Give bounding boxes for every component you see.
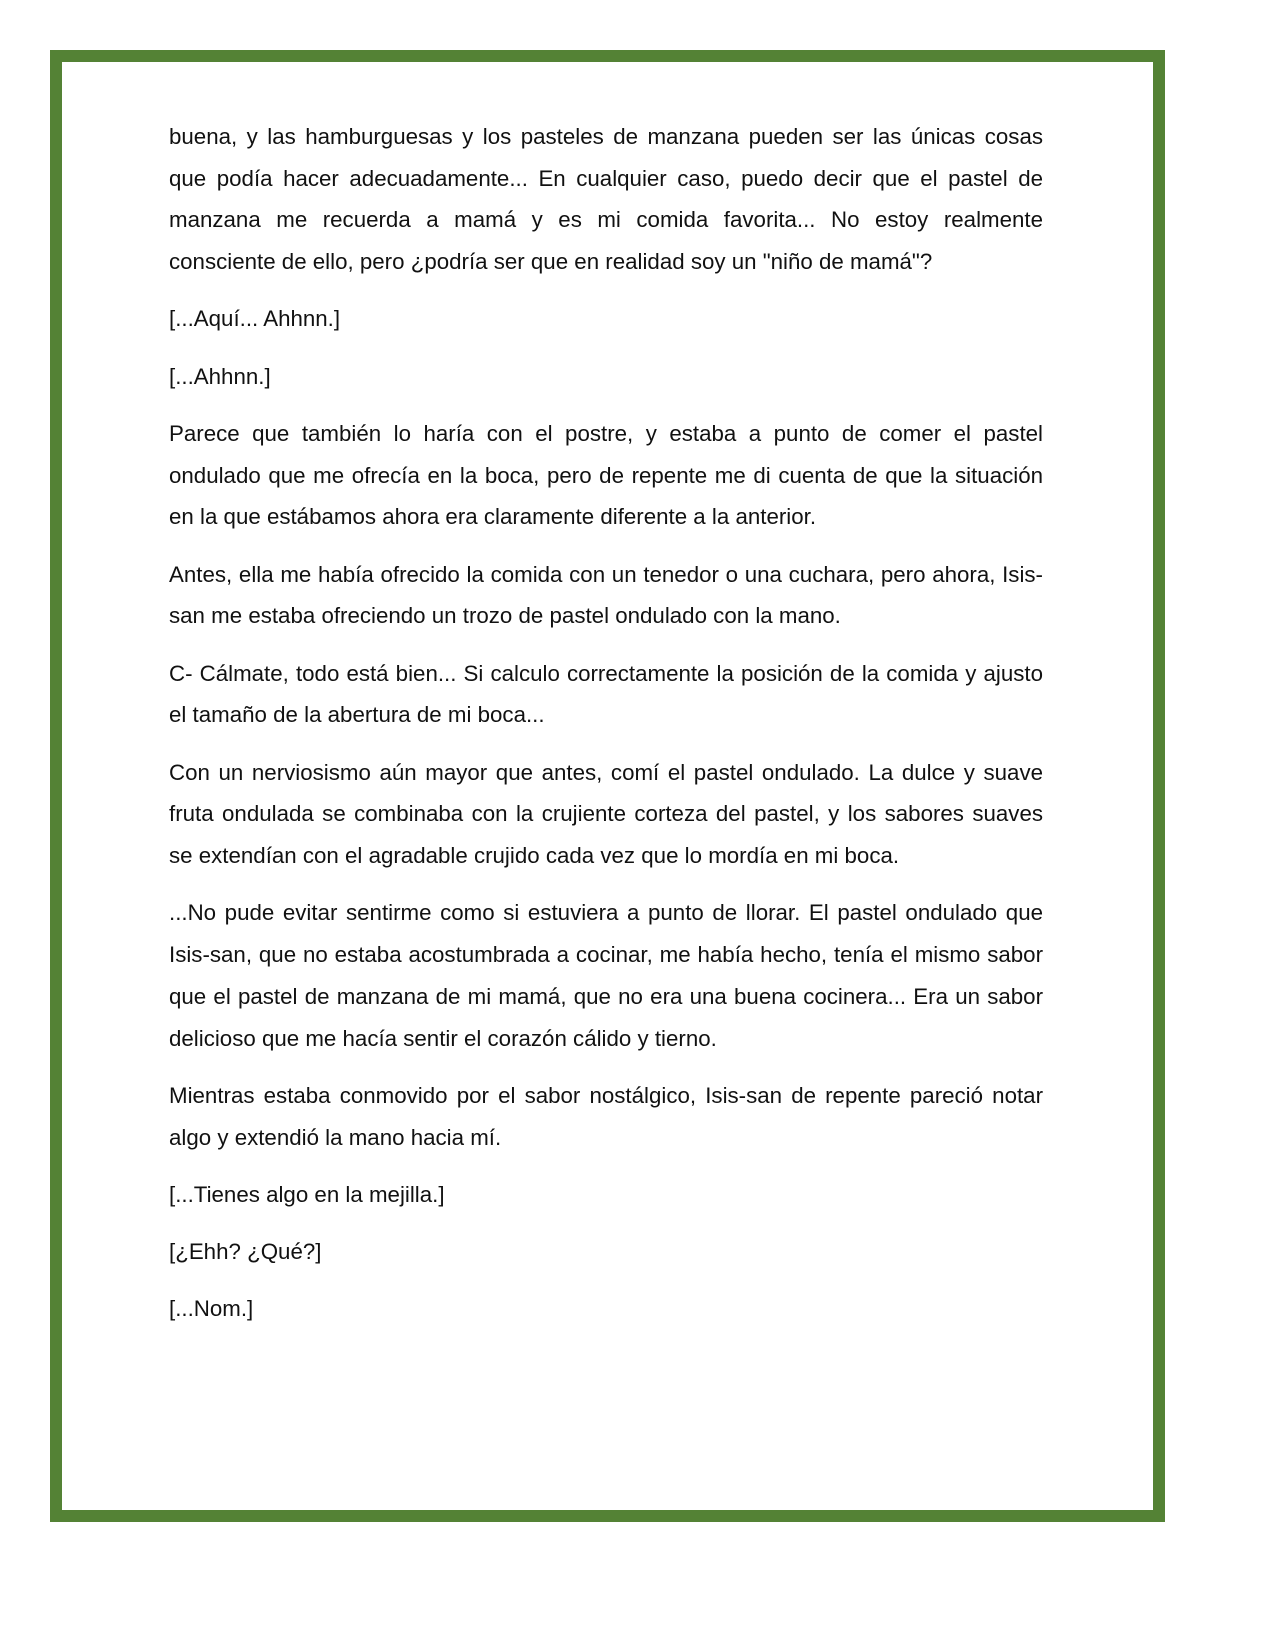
paragraph: [...Nom.]	[169, 1296, 254, 1322]
document-body	[169, 116, 1043, 1346]
paragraph: Antes, ella me había ofrecido la comida con un tenedor o una cuchara, pero ahora, Isis-san me estaba ofreciendo un trozo de pastel ondulado con la mano.	[169, 561, 1043, 629]
paragraph: C- Cálmate, todo está bien... Si calculo correctamente la posición de la comida y ajusto el tamaño de la abertura de mi boca...	[169, 660, 1043, 728]
paragraph: Con un nerviosismo aún mayor que antes, comí el pastel ondulado. La dulce y suave fruta ondulada se combinaba con la crujiente corteza del pastel, y los sabores suaves se extendían con el agradable crujido cada vez que lo mordía en mi boca.	[169, 759, 1043, 869]
paragraph: ...No pude evitar sentirme como si estuviera a punto de llorar. El pastel ondulado que Isis-san, que no estaba acostumbrada a cocinar, me había hecho, tenía el mismo sabor que el pastel de manzana de mi mamá, que no era una buena cocinera... Era un sabor delicioso que me hacía sentir el corazón cálido y tierno.	[169, 900, 1043, 1051]
paragraph: [...Aquí... Ahhnn.]	[169, 306, 341, 332]
paragraph: Mientras estaba conmovido por el sabor nostálgico, Isis-san de repente pareció notar algo y extendió la mano hacia mí.	[169, 1082, 1043, 1150]
paragraph: Parece que también lo haría con el postre, y estaba a punto de comer el pastel ondulado que me ofrecía en la boca, pero de repente me di cuenta de que la situación en la que estábamos ahora era claramente diferente a la anterior.	[169, 421, 1043, 530]
paragraph: [¿Ehh? ¿Qué?]	[169, 1239, 322, 1265]
paragraph: [...Ahhnn.]	[169, 363, 271, 389]
paragraph: [...Tienes algo en la mejilla.]	[169, 1181, 445, 1207]
paragraph: buena, y las hamburguesas y los pasteles de manzana pueden ser las únicas cosas que podía hacer adecuadamente... En cualquier caso, puedo decir que el pastel de manzana me recuerda a mamá y es mi comida favorita... No estoy realmente consciente de ello, pero ¿podría ser que en realidad soy un "niño de mamá"?	[169, 124, 1043, 275]
